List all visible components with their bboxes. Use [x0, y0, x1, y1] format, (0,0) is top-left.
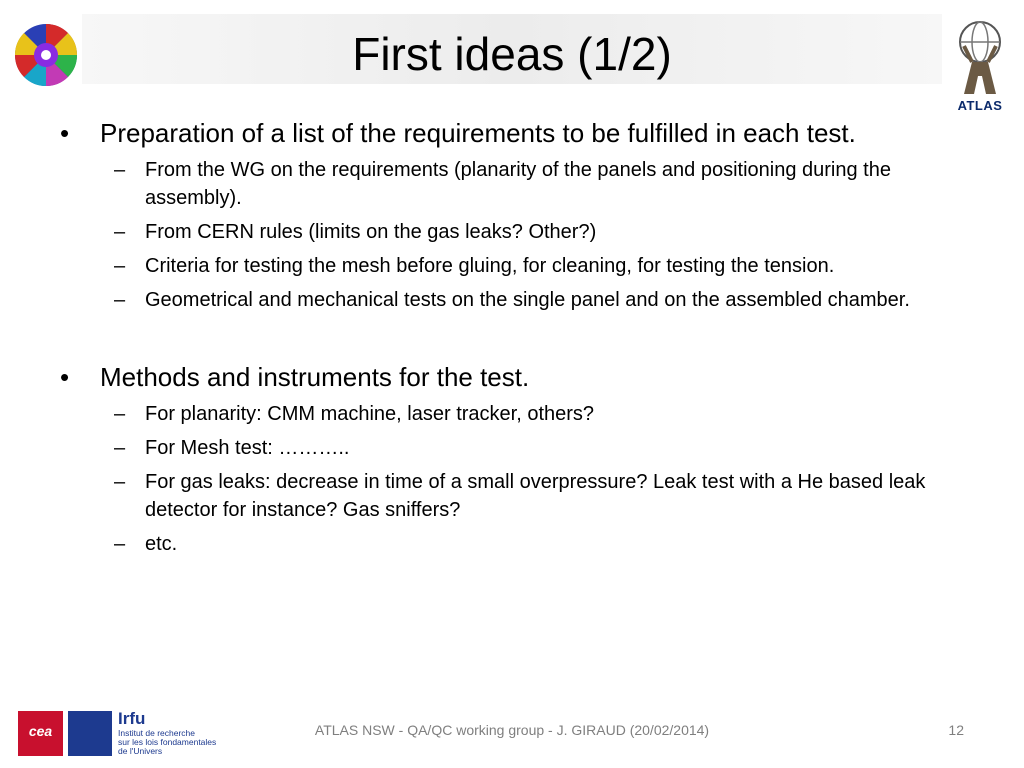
sub-bullet-item	[56, 468, 976, 524]
sub-bullet-marker: –	[114, 221, 126, 243]
sub-bullet-text: Criteria for testing the mesh before gluing, for cleaning, for testing the tension.	[145, 255, 835, 277]
sub-bullet-text: From CERN rules (limits on the gas leaks? Other?)	[145, 221, 597, 243]
sub-bullet-marker: –	[114, 289, 126, 311]
bullet-marker: •	[60, 118, 70, 148]
bullet-item	[56, 116, 976, 150]
sub-bullet-item	[56, 400, 976, 428]
sub-bullet-text: Geometrical and mechanical tests on the single panel and on the assembled chamber.	[145, 289, 910, 311]
atlas-logo	[950, 16, 1010, 112]
footer-text: ATLAS NSW - QA/QC working group - J. GIRAUD (20/02/2014)	[314, 722, 710, 738]
page-number: 12	[948, 722, 964, 738]
sub-bullet-item	[56, 286, 976, 314]
irfu-tagline	[118, 729, 216, 756]
irfu-logo	[68, 711, 228, 756]
sub-bullet-item	[56, 156, 976, 212]
irfu-tagline-line: de l'Univers	[118, 746, 163, 756]
sub-bullet-text: etc.	[145, 533, 178, 555]
cea-logo	[18, 711, 63, 756]
bullet-marker: •	[60, 362, 70, 392]
sub-bullet-item	[56, 252, 976, 280]
irfu-tagline-line: sur les lois fondamentales	[118, 737, 217, 747]
page-title: First ideas (1/2)	[352, 28, 672, 80]
cea-wordmark: cea	[28, 723, 53, 739]
sub-bullet-marker: –	[114, 533, 126, 555]
slide-body	[56, 116, 976, 558]
irfu-emblem-icon	[68, 711, 112, 756]
sub-bullet-marker: –	[114, 159, 126, 181]
atlas-wordmark: ATLAS	[957, 98, 1003, 113]
bullet-item	[56, 360, 976, 394]
irfu-wordmark: Irfu	[118, 709, 146, 728]
atlas-figure-icon	[950, 16, 1010, 98]
sub-bullet-text: For gas leaks: decrease in time of a small overpressure? Leak test with a He based leak detector for instance? Gas sniffers?	[145, 471, 926, 521]
sub-bullet-text: From the WG on the requirements (planarity of the panels and positioning during the assembly).	[145, 159, 891, 209]
sub-bullet-item	[56, 218, 976, 246]
sub-bullet-item	[56, 434, 976, 462]
sub-bullet-text: For Mesh test: ………..	[145, 437, 350, 459]
sub-bullet-item	[56, 530, 976, 558]
bullet-text: Preparation of a list of the requirements to be fulfilled in each test.	[100, 118, 856, 148]
sub-bullet-marker: –	[114, 471, 126, 493]
sub-bullet-marker: –	[114, 255, 126, 277]
sub-bullet-marker: –	[114, 403, 126, 425]
sub-bullet-text: For planarity: CMM machine, laser tracker, others?	[145, 403, 595, 425]
sub-bullet-marker: –	[114, 437, 126, 459]
irfu-tagline-line: Institut de recherche	[118, 728, 196, 738]
bullet-text: Methods and instruments for the test.	[100, 362, 530, 392]
